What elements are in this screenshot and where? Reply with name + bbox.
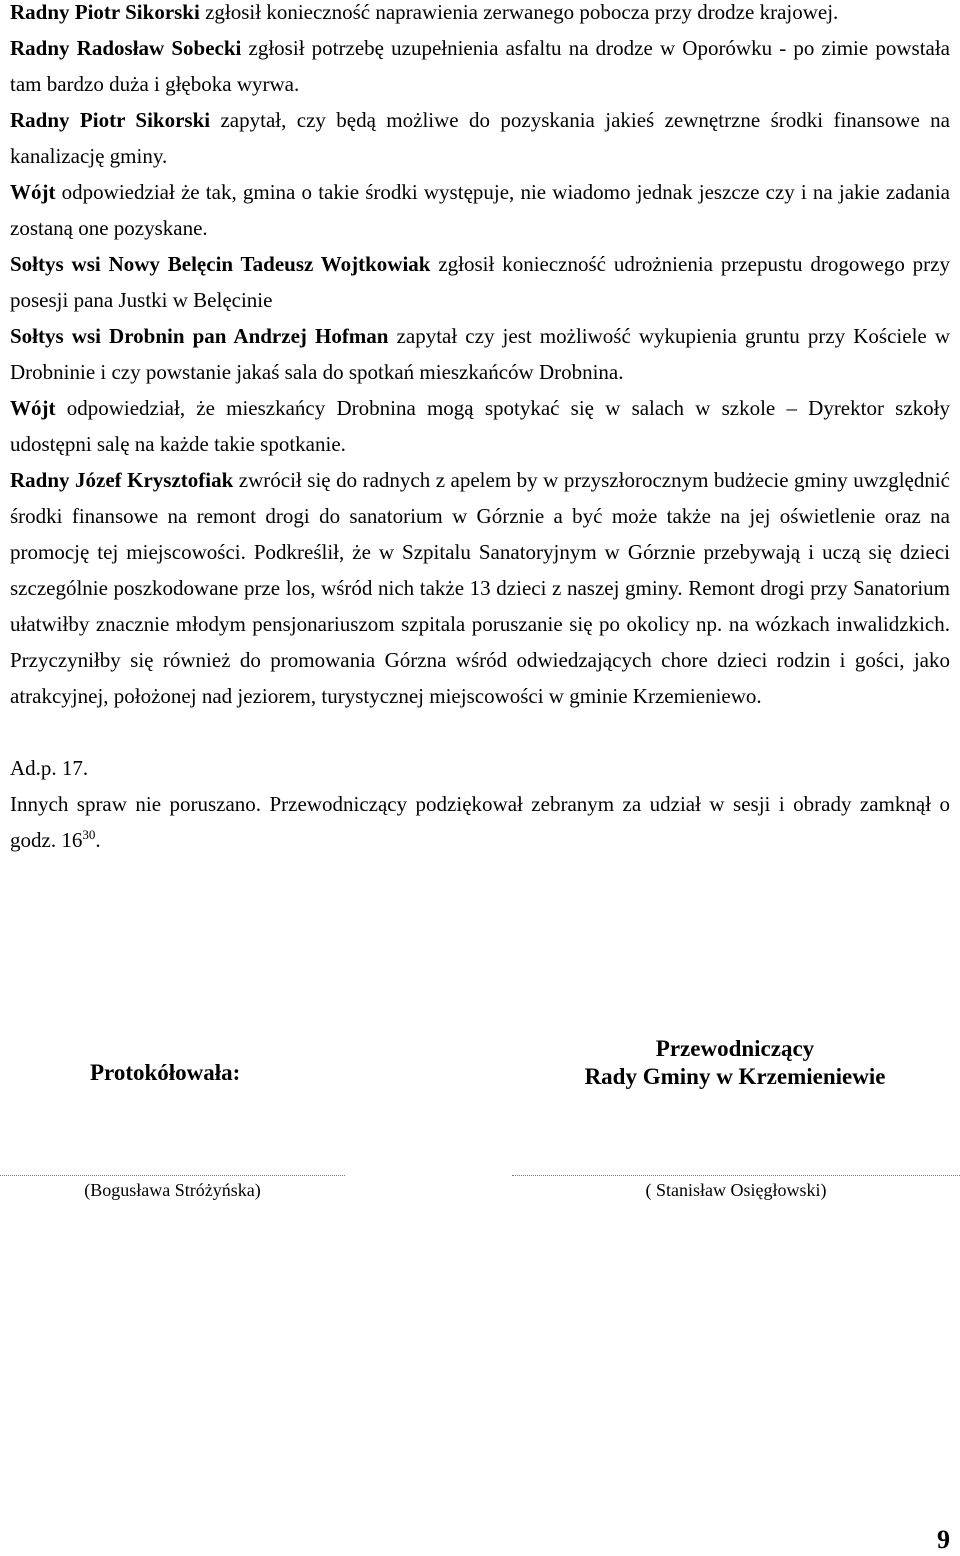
document-body (10, 0, 950, 858)
signature-name-right: ( Stanisław Osięgłowski) (645, 1180, 827, 1200)
signature-line-left (0, 1175, 345, 1176)
paragraph-text: zgłosił konieczność naprawienia zerwanego pobocza przy drodze krajowej. (199, 0, 839, 24)
speaker-name: Radny Piotr Sikorski (10, 108, 211, 132)
paragraph-text: zgłosił konieczność udrożnienia przepustu drogowego przy posesji pana Justki w Belęcinie (10, 252, 950, 312)
speaker-name: Wójt (10, 180, 56, 204)
signature-right-title-line2: Rady Gminy w Krzemieniewie (584, 1064, 886, 1089)
signature-right-title-line1: Przewodniczący (655, 1036, 815, 1061)
paragraph (10, 102, 950, 174)
signature-line-right (512, 1175, 960, 1176)
page-number: 9 (937, 1525, 950, 1554)
speaker-name: Wójt (10, 396, 56, 420)
paragraph-text: zwrócił się do radnych z apelem by w przyszłorocznym budżecie gminy uwzględnić środki finansowe na remont drogi do sanatorium w Górznie a być może także na jej oświetlenie oraz na promocję tej miejscowości. Podkreślił, że w Szpitalu Sanatoryjnym w Górznie przebywają i uczą się dzieci szczególnie poszkodowane prze los, wśród nich także 13 dzieci z naszej gminy. Remont drogi przy Sanatorium ułatwiłby znacznie młodym pensjonariuszom szpitala poruszanie się po okolicy np. na wózkach inwalidzkich. Przyczyniłby się również do promowania Górzna wśród odwiedzających chore dzieci rodzin i gości, jako atrakcyjnej, położonej nad jeziorem, turystycznej miejscowości w gminie Krzemieniewo. (10, 468, 951, 708)
paragraph (10, 462, 950, 714)
paragraph (10, 246, 950, 318)
speaker-name: Radny Radosław Sobecki (10, 36, 242, 60)
time-superscript: 30 (82, 827, 96, 842)
paragraph (10, 0, 950, 30)
paragraph-text: zapytał czy jest możliwość wykupienia gruntu przy Kościele w Drobninie i czy powstanie jakaś sala do spotkań mieszkańców Drobnina. (10, 324, 950, 384)
closing-paragraph (10, 786, 950, 858)
paragraph-text: zapytał, czy będą możliwe do pozyskania jakieś zewnętrzne środki finansowe na kanalizację gminy. (10, 108, 950, 168)
paragraph-text: odpowiedział, że mieszkańcy Drobnina mogą spotykać się w salach w szkole – Dyrektor szkoły udostępni salę na każde takie spotkanie. (10, 396, 950, 456)
speaker-name: Radny Józef Krysztofiak (10, 468, 234, 492)
closing-end: . (95, 828, 101, 852)
signature-left-title: Protokółowała: (90, 1060, 241, 1085)
paragraph-text: zgłosił potrzebę uzupełnienia asfaltu na drodze w Oporówku - po zimie powstała tam bardzo duża i głęboka wyrwa. (10, 36, 951, 96)
paragraph (10, 30, 950, 102)
speaker-name: Sołtys wsi Drobnin pan Andrzej Hofman (10, 324, 389, 348)
signature-name-left: (Bogusława Stróżyńska) (84, 1180, 261, 1200)
closing-text: Innych spraw nie poruszano. Przewodniczący podziękował zebranym za udział w sesji i obrady zamknął o godz. 16 (10, 792, 950, 852)
paragraph (10, 318, 950, 390)
speaker-name: Sołtys wsi Nowy Belęcin Tadeusz Wojtkowiak (10, 252, 431, 276)
paragraph-text: odpowiedział że tak, gmina o takie środki występuje, nie wiadomo jednak jeszcze czy i na jakie zadania zostaną one pozyskane. (10, 180, 950, 240)
signature-right-title (520, 1035, 950, 1091)
paragraph (10, 390, 950, 462)
speaker-name: Radny Piotr Sikorski (10, 0, 200, 24)
section-label: Ad.p. 17. (10, 756, 89, 780)
paragraph (10, 174, 950, 246)
